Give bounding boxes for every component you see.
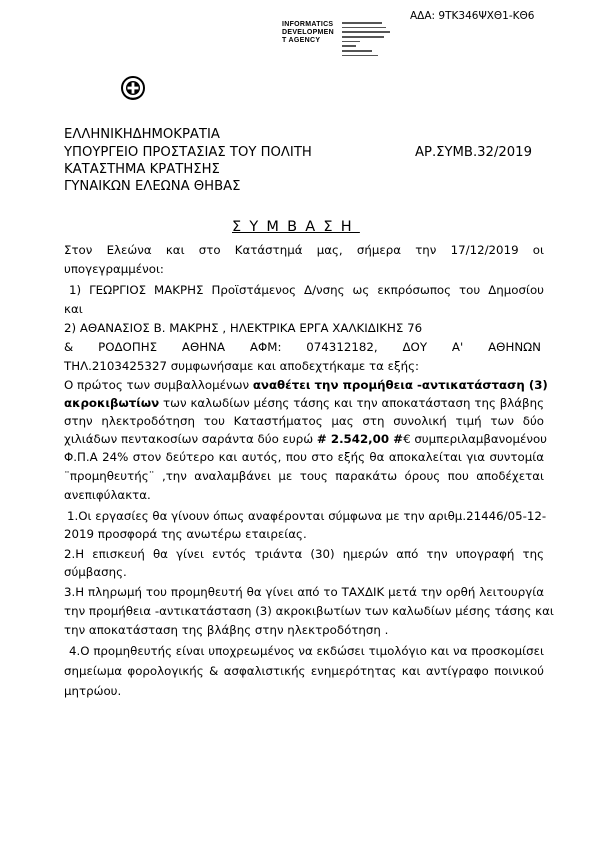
- body-line: την αποκατάσταση της βλάβης στην ηλεκτροδότηση .: [64, 623, 389, 637]
- ada-code: ΑΔΑ: 9ΤΚ346ΨΧΘ1-ΚΘ6: [410, 10, 535, 22]
- body-line: σημείωμα φορολογικής & ασφαλιστικής ενημερότητας και αντίγραφο ποινικού: [64, 664, 544, 678]
- body-text-bold: ακροκιβωτίων: [64, 396, 160, 410]
- body-line: 2) ΑΘΑΝΑΣΙΟΣ Β. ΜΑΚΡΗΣ , ΗΛΕΚΤΡΙΚΑ ΕΡΓΑ ΧΑΛΚΙΔΙΚΗΣ 76: [64, 321, 423, 335]
- letterhead-institution-name: ΓΥΝΑΙΚΩΝ ΕΛΕΩΝΑ ΘΗΒΑΣ: [64, 179, 241, 194]
- body-line: την προμήθεια -αντικατάσταση (3) ακροκιβωτίων των καλωδίων μέσης τάσης και: [64, 604, 554, 618]
- contract-number: ΑΡ.ΣΥΜΒ.32/2019: [415, 145, 532, 160]
- body-line: υπογεγραμμένοι:: [64, 262, 164, 276]
- body-text-run: χιλιάδων πεντακοσίων σαράντα δύο ευρώ: [64, 432, 317, 446]
- body-line: στην ηλεκτροδότηση του Καταστήματος μας στη συνολική τιμή των δύο: [64, 414, 544, 428]
- body-text-run: Ο πρώτος των συμβαλλομένων: [64, 378, 253, 392]
- stamp-line: DEVELOPMEN: [282, 29, 335, 36]
- document-title: ΣΥΜΒΑΣΗ: [232, 219, 360, 235]
- body-line: 2.Η επισκευή θα γίνει εντός τριάντα (30) ημερών από την υπογραφή της: [64, 547, 544, 561]
- body-line: μητρώου.: [64, 684, 122, 698]
- body-text-bold: # 2.542,00 #: [316, 432, 404, 446]
- stamp-line: INFORMATICS: [282, 21, 334, 28]
- body-line: σύμβασης.: [64, 565, 127, 579]
- body-text-run: € συμπεριλαμβανομένου: [403, 432, 547, 446]
- body-line: 4.Ο προμηθευτής είναι υποχρεωμένος να εκδώσει τιμολόγιο και να προσκομίσει: [69, 644, 544, 658]
- letterhead-republic: ΕΛΛΗΝΙΚΗΔΗΜΟΚΡΑΤΙΑ: [64, 127, 220, 142]
- body-line: [64, 377, 548, 394]
- body-line: 3.Η πληρωμή του προμηθευτή θα γίνει από το ΤΑΧΔΙΚ μετά την ορθή λειτουργία: [64, 585, 544, 599]
- body-text-run: των καλωδίων μέσης τάσης και την αποκατάσταση της βλάβης: [159, 396, 544, 410]
- body-line: Στον Ελεώνα και στο Κατάστημά μας, σήμερα την 17/12/2019 οι: [64, 243, 544, 257]
- body-line: 1) ΓΕΩΡΓΙΟΣ ΜΑΚΡΗΣ Προϊστάμενος Δ/νσης ως εκπρόσωπος του Δημοσίου: [69, 283, 544, 297]
- body-text-bold: αναθέτει την προμήθεια -αντικατάσταση (3): [252, 378, 548, 392]
- letterhead-institution: ΚΑΤΑΣΤΗΜΑ ΚΡΑΤΗΣΗΣ: [64, 162, 220, 177]
- greek-emblem-icon: [120, 75, 146, 101]
- body-line: Φ.Π.Α 24% στον δεύτερο και αυτός, που στο εξής θα αποκαλείται για συντομία: [64, 450, 544, 464]
- body-line: ΤΗΛ.2103425327 συμφωνήσαμε και αποδεχτήκαμε τα εξής:: [64, 359, 419, 373]
- body-line: [64, 395, 544, 412]
- body-line: ¨προμηθευτής¨ ,την αναλαμβάνει με τους παρακάτω όρους που αποδέχεται: [64, 469, 544, 483]
- body-line: 1.Οι εργασίες θα γίνουν όπως αναφέρονται σύμφωνα με την αριθμ.21446/05-12-: [67, 509, 547, 523]
- body-line: και: [64, 302, 83, 316]
- digital-signature-stamp: [282, 21, 334, 45]
- body-line: [64, 431, 547, 448]
- body-line: ανεπιφύλακτα.: [64, 488, 151, 502]
- letterhead-ministry: ΥΠΟΥΡΓΕΙΟ ΠΡΟΣΤΑΣΙΑΣ ΤΟΥ ΠΟΛΙΤΗ: [64, 145, 312, 160]
- body-line: & ΡΟΔΟΠΗΣ ΑΘΗΝΑ ΑΦΜ: 074312182, ΔΟΥ Α' ΑΘΗΝΩΝ: [64, 340, 541, 354]
- stamp-details-icon: [342, 22, 394, 60]
- body-line: 2019 προσφορά της ανωτέρω εταιρείας.: [64, 527, 307, 541]
- stamp-line: T AGENCY: [282, 37, 321, 44]
